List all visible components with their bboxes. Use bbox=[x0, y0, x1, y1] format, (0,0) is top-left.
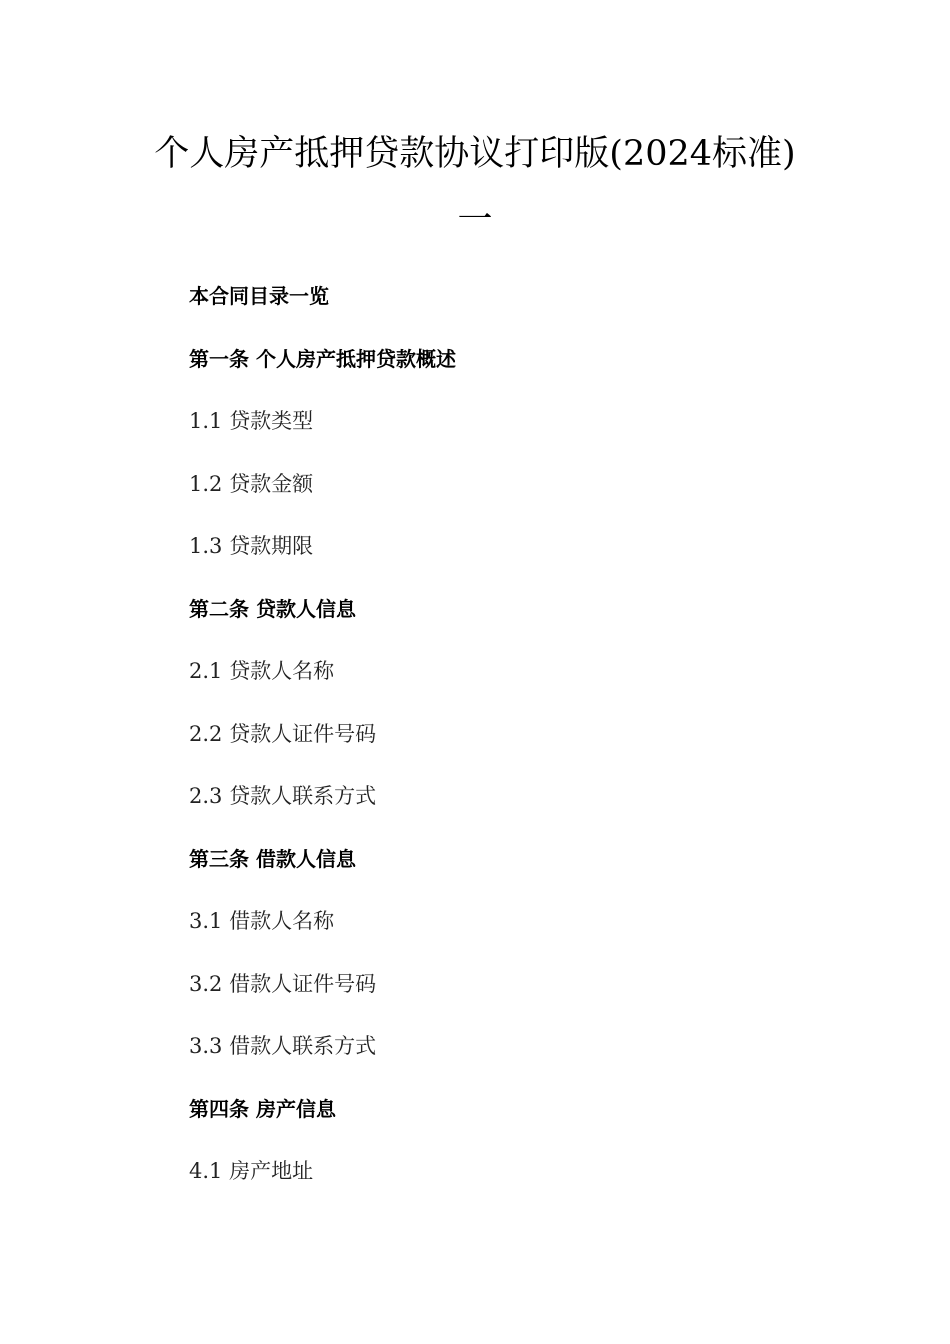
toc-section: 第二条 贷款人信息 bbox=[189, 596, 356, 621]
toc-item: 2.2 贷款人证件号码 bbox=[189, 721, 377, 746]
table-of-contents bbox=[189, 276, 869, 1214]
toc-item: 4.1 房产地址 bbox=[189, 1159, 314, 1183]
toc-heading: 本合同目录一览 bbox=[189, 284, 329, 308]
toc-item: 1.3 贷款期限 bbox=[189, 534, 314, 558]
toc-item: 1.2 贷款金额 bbox=[189, 471, 314, 496]
toc-item: 2.1 贷款人名称 bbox=[189, 659, 335, 683]
toc-section: 第一条 个人房产抵押贷款概述 bbox=[189, 346, 456, 371]
toc-section: 第三条 借款人信息 bbox=[189, 846, 356, 871]
toc-item: 3.2 借款人证件号码 bbox=[189, 971, 377, 996]
toc-item: 1.1 贷款类型 bbox=[189, 409, 314, 433]
document-title: 个人房产抵押贷款协议打印版(2024标准) bbox=[154, 134, 796, 174]
toc-section: 第四条 房产信息 bbox=[189, 1096, 336, 1121]
toc-item: 3.1 借款人名称 bbox=[189, 909, 335, 933]
document-subtitle: 一 bbox=[457, 200, 493, 240]
toc-item: 2.3 贷款人联系方式 bbox=[189, 784, 377, 808]
toc-item: 3.3 借款人联系方式 bbox=[189, 1034, 377, 1058]
